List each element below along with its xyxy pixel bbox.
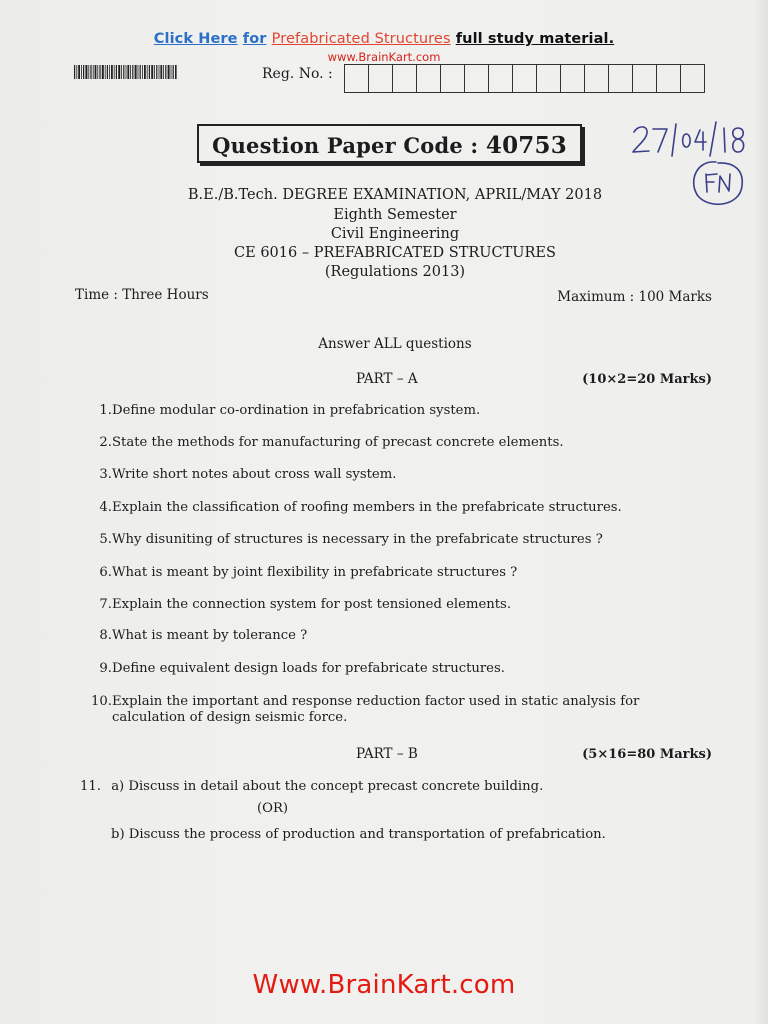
question-number: 1.: [99, 403, 112, 418]
maximum-marks: Maximum : 100 Marks: [557, 289, 712, 305]
question-text: Explain the important and response reduction factor used in static analysis for calculation of design seismic force.: [112, 694, 640, 725]
question-item: [80, 628, 690, 644]
study-material-link-line: [0, 31, 768, 47]
reg-digit-box[interactable]: [585, 65, 609, 92]
question-item: [80, 532, 690, 548]
question-11b: [111, 827, 606, 842]
question-number: 8.: [99, 628, 112, 643]
question-number: 2.: [99, 435, 112, 450]
part-b-marks: (5×16=80 Marks): [582, 747, 712, 762]
question-number: 6.: [99, 565, 112, 580]
question-text: Why disuniting of structures is necessary in the prefabricate structures ?: [112, 532, 603, 547]
question-paper-code-label: Question Paper Code :: [212, 133, 479, 158]
reg-digit-box[interactable]: [369, 65, 393, 92]
reg-no-boxes[interactable]: [344, 64, 705, 93]
reg-digit-box[interactable]: [441, 65, 465, 92]
question-text: Explain the connection system for post tensioned elements.: [112, 597, 512, 612]
question-item: [80, 467, 690, 483]
question-paper-code-number: 40753: [485, 132, 567, 159]
reg-digit-box[interactable]: [657, 65, 681, 92]
question-item: [80, 403, 690, 419]
question-item: [80, 565, 690, 581]
degree-title: B.E./B.Tech. DEGREE EXAMINATION, APRIL/MAY 2018: [187, 187, 603, 203]
reg-digit-box[interactable]: [345, 65, 369, 92]
question-text: What is meant by joint flexibility in prefabricate structures ?: [112, 565, 518, 580]
exam-duration: Time : Three Hours: [75, 287, 209, 303]
question-number: 3.: [99, 467, 112, 482]
reg-digit-box[interactable]: [513, 65, 537, 92]
question-number: 7.: [99, 597, 112, 612]
question-number: 4.: [99, 500, 112, 515]
reg-digit-box[interactable]: [633, 65, 657, 92]
click-here-link[interactable]: Click Here: [153, 31, 238, 47]
barcode-image: [74, 65, 177, 79]
question-text: Define modular co-ordination in prefabrication system.: [112, 403, 481, 418]
subject-link[interactable]: Prefabricated Structures: [271, 31, 451, 47]
reg-digit-box[interactable]: [681, 65, 704, 92]
question-text: b) Discuss the process of production and transportation of prefabrication.: [111, 827, 606, 842]
question-text: a) Discuss in detail about the concept precast concrete building.: [111, 779, 544, 794]
question-item: [80, 500, 690, 516]
regulations-title: (Regulations 2013): [324, 264, 466, 280]
question-text: Define equivalent design loads for prefabricate structures.: [112, 661, 505, 676]
branch-title: Civil Engineering: [330, 226, 460, 242]
question-item: [80, 661, 690, 677]
for-link-text[interactable]: for: [242, 31, 267, 47]
question-text: State the methods for manufacturing of precast concrete elements.: [112, 435, 564, 450]
question-item: [80, 694, 690, 725]
study-material-link[interactable]: full study material.: [455, 31, 615, 47]
reg-digit-box[interactable]: [561, 65, 585, 92]
part-a-marks: (10×2=20 Marks): [582, 372, 712, 387]
reg-digit-box[interactable]: [489, 65, 513, 92]
question-number: 9.: [99, 661, 112, 676]
page-edge-shadow: [754, 0, 768, 1024]
question-text: Write short notes about cross wall system.: [112, 467, 397, 482]
reg-digit-box[interactable]: [393, 65, 417, 92]
course-title: CE 6016 – PREFABRICATED STRUCTURES: [234, 245, 556, 261]
question-text: Explain the classification of roofing members in the prefabricate structures.: [112, 500, 622, 515]
question-number: 5.: [99, 532, 112, 547]
reg-digit-box[interactable]: [537, 65, 561, 92]
footer-site-url: Www.BrainKart.com: [252, 970, 516, 1000]
question-item: [80, 597, 690, 613]
reg-digit-box[interactable]: [465, 65, 489, 92]
reg-digit-box[interactable]: [417, 65, 441, 92]
reg-no-label: Reg. No. :: [262, 66, 333, 82]
semester-title: Eighth Semester: [333, 207, 457, 223]
or-separator: (OR): [257, 801, 289, 816]
question-number: 11.: [80, 779, 101, 794]
site-url-small: www.BrainKart.com: [327, 50, 441, 64]
question-number: 10.: [91, 694, 112, 709]
reg-digit-box[interactable]: [609, 65, 633, 92]
question-text: What is meant by tolerance ?: [112, 628, 308, 643]
answer-instruction: Answer ALL questions: [318, 336, 472, 352]
part-b-title: PART – B: [356, 746, 418, 762]
part-a-title: PART – A: [356, 371, 418, 387]
question-11a: [80, 779, 543, 794]
question-item: [80, 435, 690, 451]
question-paper-code-box: [197, 124, 582, 163]
